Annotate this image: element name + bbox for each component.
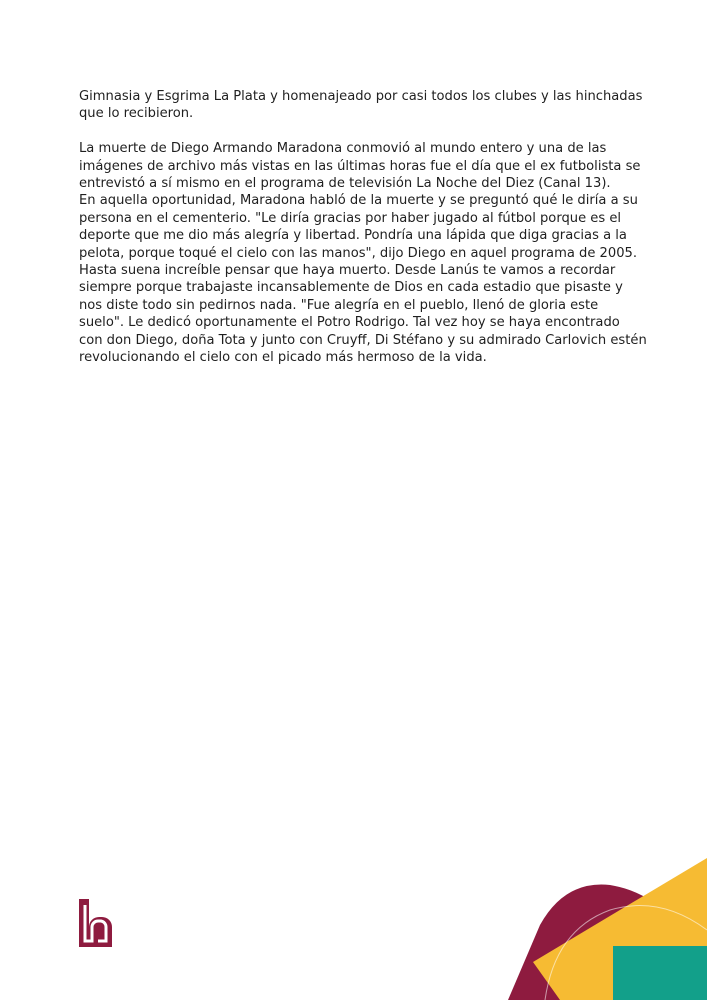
lanus-logo-icon	[76, 897, 114, 949]
article-body	[79, 88, 647, 366]
article-paragraph: La muerte de Diego Armando Maradona conmovió al mundo entero y una de las imágenes de archivo más vistas en las últimas horas fue el día que el ex futbolista se entrevistó a sí mismo en el programa de televisión La Noche del Diez (Canal 13).	[79, 141, 641, 192]
yellow-shape	[533, 858, 707, 1000]
maroon-shape	[508, 885, 660, 1000]
article-paragraph: Gimnasia y Esgrima La Plata y homenajeado por casi todos los clubes y las hinchadas que lo recibieron.	[79, 89, 643, 122]
thin-arc-line	[545, 906, 707, 1000]
article-paragraph: En aquella oportunidad, Maradona habló de la muerte y se preguntó qué le diría a su persona en el cementerio. "Le diría gracias por haber jugado al fútbol porque es el deporte que me dio más alegría y libertad. Pondría una lápida que diga gracias a la pelota, porque toqué el cielo con las manos", dijo Diego en aquel programa de 2005.	[79, 193, 638, 261]
teal-shape	[613, 946, 707, 1000]
article-paragraph: Hasta suena increíble pensar que haya muerto. Desde Lanús te vamos a recordar siempre porque trabajaste incansablemente de Dios en cada estadio que pisaste y nos diste todo sin pedirnos nada. "Fue alegría en el pueblo, llenó de gloria este suelo". Le dedicó oportunamente el Potro Rodrigo. Tal vez hoy se haya encontrado con don Diego, doña Tota y junto con Cruyff, Di Stéfano y su admirado Carlovich estén revolucionando el cielo con el picado más hermoso de la vida.	[79, 263, 647, 366]
